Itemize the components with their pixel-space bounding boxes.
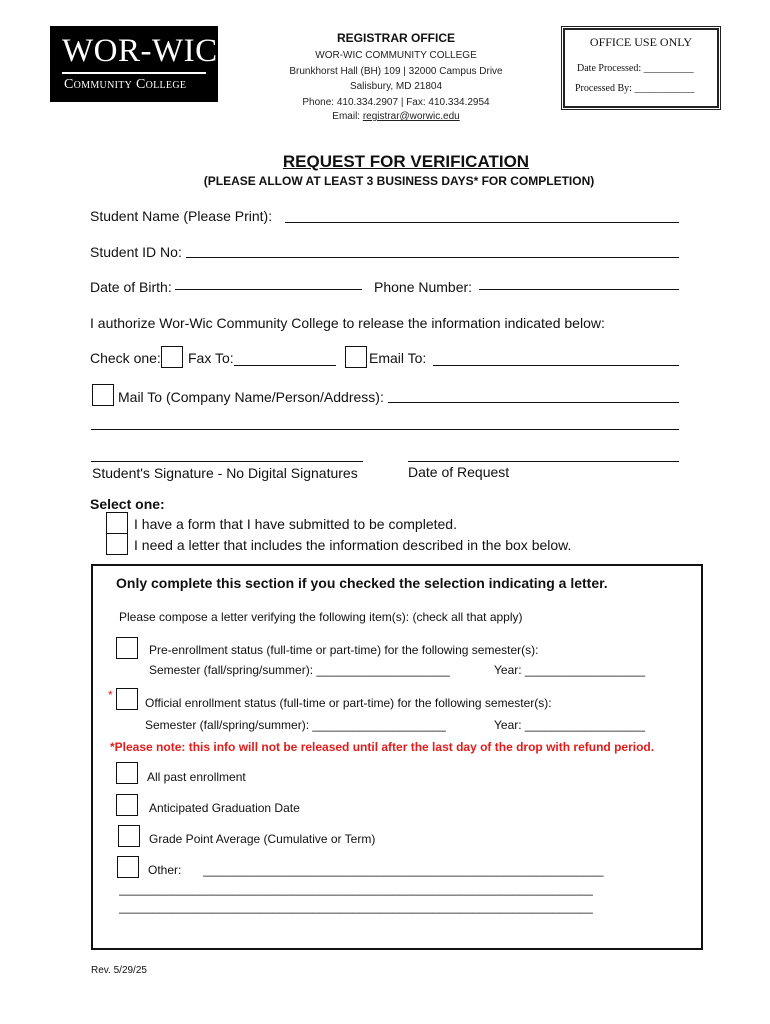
date-processed: Date Processed: __________ [577,63,694,74]
mail-to-label: Mail To (Company Name/Person/Address): [118,389,384,405]
student-id-label: Student ID No: [90,244,182,260]
email-to-label: Email To: [369,350,427,366]
letter-option-checkbox[interactable] [106,533,128,555]
other-field[interactable]: ____________________________________________________________ [203,863,604,877]
letter-section-heading: Only complete this section if you checked the selection indicating a letter. [116,575,608,591]
official-enrollment-label: Official enrollment status (full-time or part-time) for the following semester(s): [145,696,552,710]
fax-checkbox[interactable] [161,346,183,368]
letter-intro: Please compose a letter verifying the following item(s): (check all that apply) [119,610,523,624]
email-link[interactable]: registrar@worwic.edu [362,111,460,122]
select-one-heading: Select one: [90,496,165,512]
dob-label: Date of Birth: [90,279,172,295]
graduation-date-label: Anticipated Graduation Date [149,801,300,815]
mail-field-line2[interactable] [91,429,679,430]
office-use-title: OFFICE USE ONLY [589,35,693,49]
date-request-label: Date of Request [408,464,510,480]
email-label: Email: [332,111,363,122]
other-field-line3[interactable]: _______________________________________________________________________ [119,900,593,914]
college-phone: Phone: 410.334.2907 | Fax: 410.334.2954 [302,97,490,108]
fax-to-label: Fax To: [188,350,234,366]
revision-date: Rev. 5/29/25 [91,965,147,976]
year1-field[interactable]: Year: __________________ [494,663,646,677]
phone-label: Phone Number: [374,279,473,295]
other-label: Other: [148,863,182,877]
student-name-field[interactable] [285,222,679,223]
semester2-field[interactable]: Semester (fall/spring/summer): ____________________ [145,718,446,732]
form-option-checkbox[interactable] [106,512,128,534]
graduation-date-checkbox[interactable] [116,794,138,816]
semester1-field[interactable]: Semester (fall/spring/summer): ____________________ [149,663,450,677]
dob-field[interactable] [175,289,362,290]
student-name-label: Student Name (Please Print): [90,208,273,224]
other-field-line2[interactable]: _______________________________________________________________________ [119,882,593,896]
pre-enrollment-checkbox[interactable] [116,637,138,659]
pre-enrollment-label: Pre-enrollment status (full-time or part-time) for the following semester(s): [149,643,539,657]
past-enrollment-checkbox[interactable] [116,762,138,784]
email-field[interactable] [433,365,679,366]
email-checkbox[interactable] [345,346,367,368]
logo-line1: WOR-WIC [62,33,218,69]
college-name: WOR-WIC COMMUNITY COLLEGE [315,50,477,61]
office-use-box [563,28,719,108]
office-title: REGISTRAR OFFICE [336,31,455,45]
date-request-field[interactable] [408,461,679,462]
signature-label: Student's Signature - No Digital Signatures [92,465,358,481]
processed-by: Processed By: ____________ [575,83,695,94]
mail-field[interactable] [388,402,679,403]
college-email-row [268,111,524,122]
student-id-field[interactable] [186,257,679,258]
logo-line2: Community College [64,77,187,92]
fax-field[interactable] [234,365,336,366]
check-one-label: Check one: [90,350,161,366]
page-title: REQUEST FOR VERIFICATION [282,152,530,171]
official-enrollment-checkbox[interactable] [116,688,138,710]
mail-checkbox[interactable] [92,384,114,406]
gpa-checkbox[interactable] [118,825,140,847]
letter-option-label: I need a letter that includes the information described in the box below. [134,537,572,553]
asterisk-mark: * [108,688,113,702]
authorize-text: I authorize Wor-Wic Community College to release the information indicated below: [90,315,605,331]
form-option-label: I have a form that I have submitted to be completed. [134,516,457,532]
past-enrollment-label: All past enrollment [147,770,246,784]
phone-field[interactable] [479,289,679,290]
college-logo [50,26,218,102]
logo-rule [62,72,206,74]
other-checkbox[interactable] [117,856,139,878]
gpa-label: Grade Point Average (Cumulative or Term) [149,832,376,846]
college-address: Brunkhorst Hall (BH) 109 | 32000 Campus Drive [289,66,503,77]
year2-field[interactable]: Year: __________________ [494,718,646,732]
college-city: Salisbury, MD 21804 [349,81,443,92]
signature-field[interactable] [91,461,363,462]
release-note: *Please note: this info will not be released until after the last day of the drop with refund period. [110,740,655,754]
page-subtitle: (PLEASE ALLOW AT LEAST 3 BUSINESS DAYS* FOR COMPLETION) [203,174,595,188]
